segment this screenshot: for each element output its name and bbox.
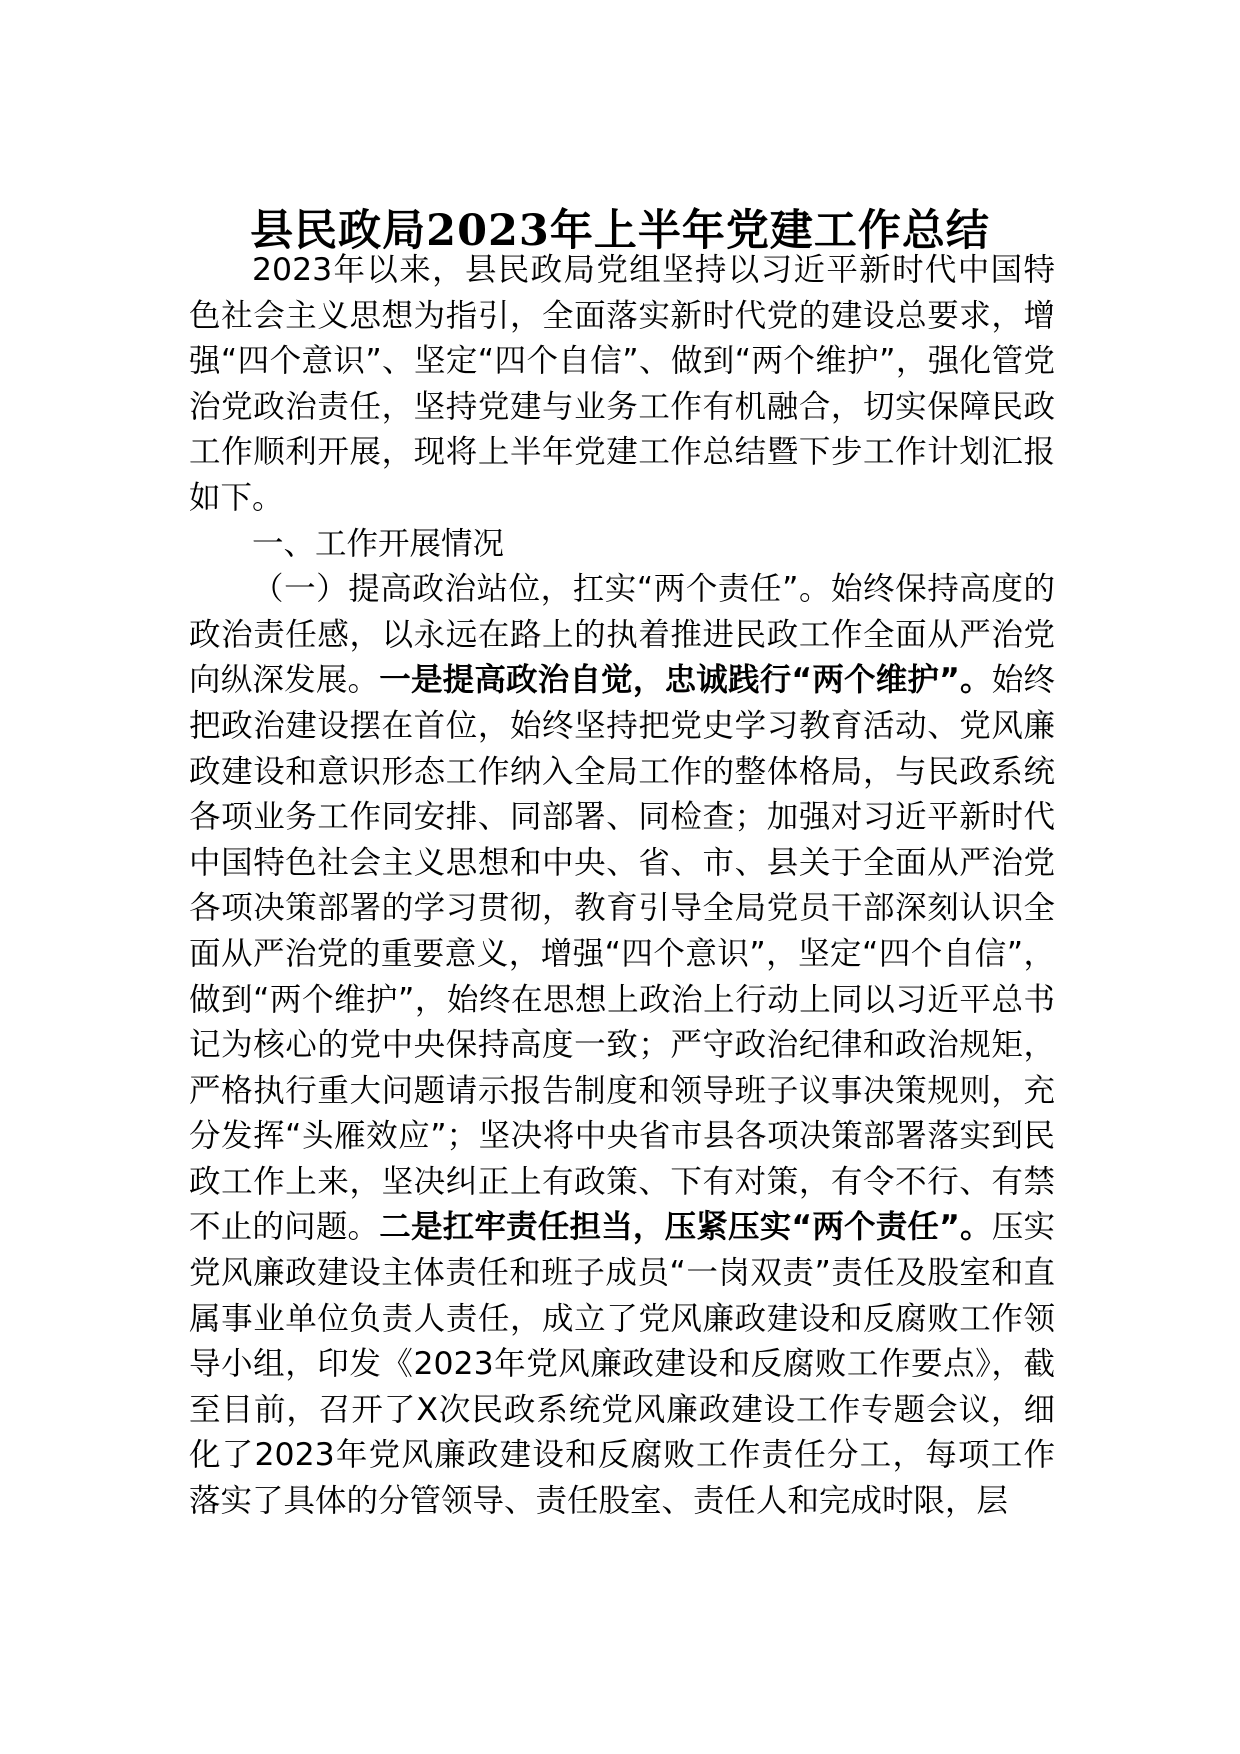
section-heading: 一、工作开展情况 bbox=[252, 525, 505, 562]
document-body bbox=[189, 248, 1055, 1525]
intro-paragraph: 2023年以来，县民政局党组坚持以习近平新时代中国特色社会主义思想为指引，全面落实新时代党的建设总要求，增强“四个意识”、坚定“四个自信”、做到“两个维护”，强化管党治党政治责任，坚持党建与业务工作有机融合，切实保障民政工作顺利开展，现将上半年党建工作总结暨下步工作计划汇报如下。 bbox=[189, 252, 1055, 516]
point-one-text: 始终把政治建设摆在首位，始终坚持把党史学习教育活动、党风廉政建设和意识形态工作纳入全局工作的整体格局，与民政系统各项业务工作同安排、同部署、同检查；加强对习近平新时代中国特色社会主义思想和中央、省、市、县关于全面从严治党各项决策部署的学习贯彻，教育引导全局党员干部深刻认识全面从严治党的重要意义，增强“四个意识”，坚定“四个自信”，做到“两个维护”，始终在思想上政治上行动上同以习近平总书记为核心的党中央保持高度一致；严守政治纪律和政治规矩，严格执行重大问题请示报告制度和领导班子议事决策规则，充分发挥“头雁效应”；坚决将中央省市县各项决策部署落实到民政工作上来，坚决纠正上有政策、下有对策，有令不行、有禁不止的问题。 bbox=[189, 662, 1055, 1246]
point-two-text: 压实党风廉政建设主体责任和班子成员“一岗双责”责任及股室和直属事业单位负责人责任，成立了党风廉政建设和反腐败工作领导小组，印发《2023年党风廉政建设和反腐败工作要点》，截至目前，召开了X次民政系统党风廉政建设工作专题会议，细化了2023年党风廉政建设和反腐败工作责任分工，每项工作落实了具体的分管领导、责任股室、责任人和完成时限，层 bbox=[189, 1209, 1055, 1520]
point-one-heading: 一是提高政治自觉，忠诚践行“两个维护”。 bbox=[379, 662, 992, 699]
subsection-lead: （一）提高政治站位，扛实“两个责任”。始终保持高度的政治责任感，以永远在路上的执着推进民政工作全面从严治党向纵深发展。 bbox=[189, 571, 1055, 699]
point-two-heading: 二是扛牢责任担当，压紧压实“两个责任”。 bbox=[379, 1209, 992, 1246]
subsection-paragraph bbox=[189, 567, 1055, 1524]
document-title: 县民政局2023年上半年党建工作总结 bbox=[250, 205, 990, 256]
